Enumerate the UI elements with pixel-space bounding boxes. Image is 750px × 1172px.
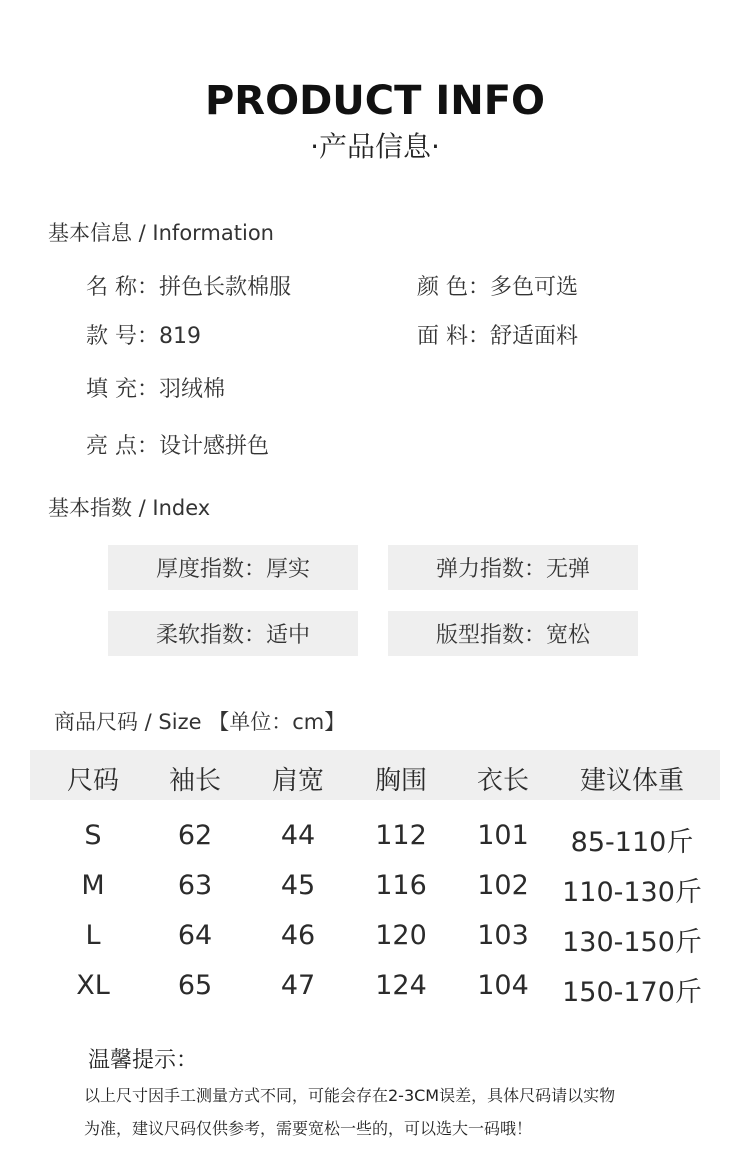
info-row-name	[86, 270, 291, 301]
cell-weight: 130-150斤	[562, 927, 702, 958]
tips-line-2: 为准，建议尺码仅供参考，需要宽松一些的，可以选大一码哦！	[84, 1119, 533, 1138]
cell-length: 102	[477, 870, 529, 901]
index-thickness: 厚度指数：厚实	[108, 545, 358, 590]
index-heading: 基本指数 / Index	[48, 496, 211, 520]
cell-shoulder: 44	[280, 820, 316, 851]
index-fit: 版型指数：宽松	[388, 611, 638, 656]
cell-sleeve: 62	[177, 820, 213, 851]
cell-shoulder: 47	[280, 970, 316, 1001]
info-row-style-number	[86, 319, 201, 350]
cell-weight: 110-130斤	[562, 877, 702, 908]
cell-size: S	[84, 820, 102, 851]
page-subtitle: ·产品信息·	[310, 130, 440, 163]
basic-info-heading: 基本信息 / Information	[48, 221, 274, 245]
info-key: 名 称：	[86, 275, 159, 300]
index-softness: 柔软指数：适中	[108, 611, 358, 656]
info-value: 舒适面料	[490, 324, 579, 349]
info-value: 拼色长款棉服	[159, 275, 292, 300]
cell-chest: 116	[375, 870, 427, 901]
col-header-sleeve: 袖长	[168, 766, 222, 796]
cell-length: 101	[477, 820, 529, 851]
cell-chest: 112	[375, 820, 427, 851]
cell-chest: 120	[375, 920, 427, 951]
col-header-chest: 胸围	[374, 766, 428, 796]
cell-length: 103	[477, 920, 529, 951]
cell-sleeve: 64	[177, 920, 213, 951]
cell-sleeve: 63	[177, 870, 213, 901]
info-key: 填 充：	[86, 377, 159, 402]
col-header-shoulder: 肩宽	[271, 766, 325, 796]
info-row-color	[417, 270, 578, 301]
cell-weight: 85-110斤	[570, 827, 694, 858]
info-row-filling	[86, 372, 225, 403]
cell-size: XL	[76, 970, 110, 1001]
tips-line-1: 以上尺寸因手工测量方式不同，可能会存在2-3CM误差，具体尺码请以实物	[84, 1086, 616, 1105]
col-header-length: 衣长	[476, 766, 530, 796]
info-value: 羽绒棉	[159, 377, 226, 402]
cell-chest: 124	[375, 970, 427, 1001]
info-key: 款 号：	[86, 324, 159, 349]
info-row-highlight	[86, 429, 269, 460]
col-header-size: 尺码	[66, 766, 120, 796]
size-heading: 商品尺码 / Size 【单位：cm】	[54, 710, 346, 734]
cell-size: L	[85, 920, 101, 951]
page-title: PRODUCT INFO	[204, 78, 546, 124]
index-elasticity: 弹力指数：无弹	[388, 545, 638, 590]
info-key: 面 料：	[417, 324, 490, 349]
cell-length: 104	[477, 970, 529, 1001]
cell-weight: 150-170斤	[562, 977, 702, 1008]
cell-size: M	[81, 870, 105, 901]
info-value: 设计感拼色	[159, 434, 270, 459]
info-value: 多色可选	[490, 275, 579, 300]
info-value: 819	[159, 324, 201, 349]
info-key: 亮 点：	[86, 434, 159, 459]
col-header-weight: 建议体重	[579, 766, 685, 796]
cell-sleeve: 65	[177, 970, 213, 1001]
info-key: 颜 色：	[417, 275, 490, 300]
cell-shoulder: 45	[280, 870, 316, 901]
tips-title: 温馨提示：	[88, 1048, 199, 1073]
cell-shoulder: 46	[280, 920, 316, 951]
info-row-fabric	[417, 319, 578, 350]
